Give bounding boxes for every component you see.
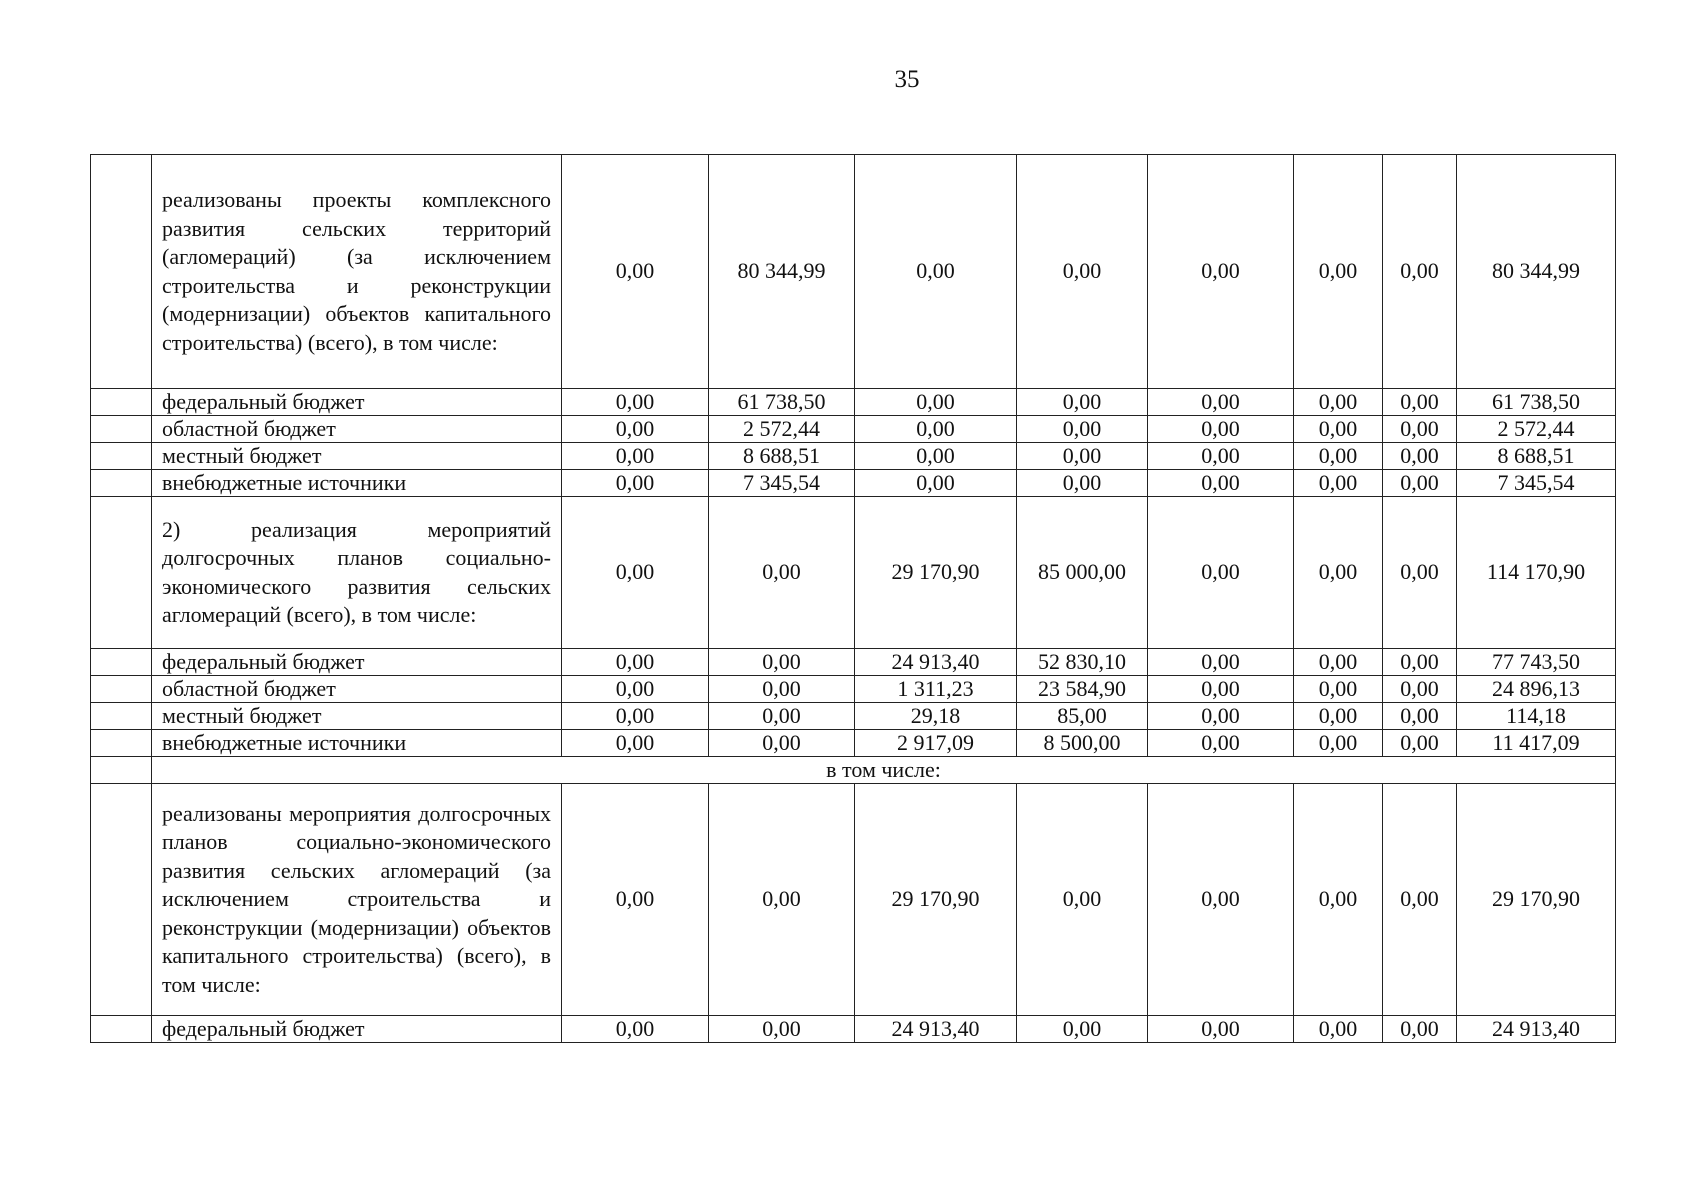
value-cell: 0,00 [1383, 497, 1457, 649]
row-number-cell [91, 649, 152, 676]
value-cell: 0,00 [562, 416, 709, 443]
value-cell: 0,00 [1148, 470, 1294, 497]
value-cell: 0,00 [1383, 730, 1457, 757]
total-value-cell: 2 572,44 [1457, 416, 1616, 443]
value-cell: 8 500,00 [1017, 730, 1148, 757]
row-description: местный бюджет [152, 703, 562, 730]
value-cell: 0,00 [1294, 416, 1383, 443]
value-cell: 24 913,40 [855, 1016, 1017, 1043]
value-cell: 0,00 [562, 784, 709, 1016]
value-cell: 0,00 [1383, 784, 1457, 1016]
value-cell: 0,00 [1294, 443, 1383, 470]
row-number-cell [91, 784, 152, 1016]
table-body [91, 155, 1616, 1043]
value-cell: 24 913,40 [855, 649, 1017, 676]
value-cell: 0,00 [1294, 649, 1383, 676]
total-value-cell: 24 913,40 [1457, 1016, 1616, 1043]
value-cell: 0,00 [1383, 676, 1457, 703]
value-cell: 0,00 [562, 155, 709, 389]
total-value-cell: 8 688,51 [1457, 443, 1616, 470]
value-cell: 0,00 [1148, 676, 1294, 703]
value-cell: 52 830,10 [1017, 649, 1148, 676]
value-cell: 0,00 [562, 443, 709, 470]
row-description: федеральный бюджет [152, 1016, 562, 1043]
value-cell: 0,00 [1383, 416, 1457, 443]
value-cell: 0,00 [1294, 389, 1383, 416]
value-cell: 0,00 [709, 730, 855, 757]
value-cell: 0,00 [562, 676, 709, 703]
value-cell: 0,00 [562, 730, 709, 757]
row-number-cell [91, 443, 152, 470]
value-cell: 0,00 [1017, 155, 1148, 389]
value-cell: 85 000,00 [1017, 497, 1148, 649]
row-description: федеральный бюджет [152, 649, 562, 676]
value-cell: 0,00 [1294, 703, 1383, 730]
value-cell: 0,00 [1383, 389, 1457, 416]
value-cell: 0,00 [1148, 389, 1294, 416]
value-cell: 0,00 [1148, 703, 1294, 730]
row-description: реализованы мероприятия долгосрочных планов социально-экономического развития сельских агломераций (за исключением строительства и реконструкции (модернизации) объектов капитального строительства) (всего), в том числе: [152, 784, 562, 1016]
row-number-cell [91, 757, 152, 784]
total-value-cell: 29 170,90 [1457, 784, 1616, 1016]
row-number-cell [91, 676, 152, 703]
row-number-cell [91, 470, 152, 497]
value-cell: 0,00 [1294, 730, 1383, 757]
value-cell: 23 584,90 [1017, 676, 1148, 703]
value-cell: 0,00 [562, 470, 709, 497]
value-cell: 0,00 [1148, 1016, 1294, 1043]
table-row [91, 497, 1616, 649]
value-cell: 0,00 [709, 784, 855, 1016]
value-cell: 0,00 [1017, 784, 1148, 1016]
value-cell: 0,00 [1017, 470, 1148, 497]
row-description: 2) реализация мероприятий долгосрочных планов социально-экономического развития сельских агломераций (всего), в том числе: [152, 497, 562, 649]
value-cell: 8 688,51 [709, 443, 855, 470]
total-value-cell: 7 345,54 [1457, 470, 1616, 497]
page-number: 35 [894, 66, 920, 93]
total-value-cell: 80 344,99 [1457, 155, 1616, 389]
row-number-cell [91, 155, 152, 389]
value-cell: 2 572,44 [709, 416, 855, 443]
value-cell: 0,00 [1383, 470, 1457, 497]
value-cell: 0,00 [1017, 416, 1148, 443]
value-cell: 61 738,50 [709, 389, 855, 416]
value-cell: 0,00 [855, 470, 1017, 497]
value-cell: 0,00 [709, 649, 855, 676]
table-row [91, 416, 1616, 443]
row-number-cell [91, 730, 152, 757]
value-cell: 0,00 [1294, 155, 1383, 389]
table-row [91, 389, 1616, 416]
value-cell: 0,00 [1383, 155, 1457, 389]
value-cell: 0,00 [1383, 703, 1457, 730]
value-cell: 0,00 [1017, 389, 1148, 416]
table-row [91, 703, 1616, 730]
value-cell: 0,00 [1383, 649, 1457, 676]
total-value-cell: 11 417,09 [1457, 730, 1616, 757]
value-cell: 0,00 [1294, 1016, 1383, 1043]
value-cell: 0,00 [709, 497, 855, 649]
table-row [91, 470, 1616, 497]
value-cell: 0,00 [562, 703, 709, 730]
value-cell: 80 344,99 [709, 155, 855, 389]
budget-table [90, 154, 1616, 1043]
table-row [91, 155, 1616, 389]
table-row [91, 784, 1616, 1016]
value-cell: 0,00 [1294, 470, 1383, 497]
total-value-cell: 61 738,50 [1457, 389, 1616, 416]
value-cell: 0,00 [562, 649, 709, 676]
value-cell: 0,00 [1294, 497, 1383, 649]
value-cell: 0,00 [1383, 443, 1457, 470]
row-description: федеральный бюджет [152, 389, 562, 416]
value-cell: 0,00 [1148, 443, 1294, 470]
row-description: областной бюджет [152, 676, 562, 703]
table-row [91, 676, 1616, 703]
row-number-cell [91, 389, 152, 416]
row-description: областной бюджет [152, 416, 562, 443]
value-cell: 0,00 [709, 703, 855, 730]
table-row [91, 443, 1616, 470]
value-cell: 29 170,90 [855, 497, 1017, 649]
row-description: местный бюджет [152, 443, 562, 470]
row-number-cell [91, 1016, 152, 1043]
value-cell: 0,00 [562, 497, 709, 649]
total-value-cell: 114,18 [1457, 703, 1616, 730]
row-number-cell [91, 497, 152, 649]
table-row [91, 649, 1616, 676]
row-description: реализованы проекты комплексного развития сельских территорий (агломераций) (за исключением строительства и реконструкции (модернизации) объектов капитального строительства) (всего), в том числе: [152, 155, 562, 389]
value-cell: 85,00 [1017, 703, 1148, 730]
table-row [91, 730, 1616, 757]
value-cell: 0,00 [562, 389, 709, 416]
value-cell: 0,00 [855, 416, 1017, 443]
value-cell: 0,00 [1294, 784, 1383, 1016]
table-row [91, 1016, 1616, 1043]
value-cell: 7 345,54 [709, 470, 855, 497]
value-cell: 1 311,23 [855, 676, 1017, 703]
value-cell: 0,00 [709, 676, 855, 703]
row-number-cell [91, 416, 152, 443]
row-description: внебюджетные источники [152, 470, 562, 497]
value-cell: 0,00 [1148, 155, 1294, 389]
value-cell: 0,00 [1148, 497, 1294, 649]
value-cell: 29,18 [855, 703, 1017, 730]
value-cell: 2 917,09 [855, 730, 1017, 757]
value-cell: 0,00 [855, 155, 1017, 389]
row-number-cell [91, 703, 152, 730]
value-cell: 0,00 [855, 389, 1017, 416]
total-value-cell: 24 896,13 [1457, 676, 1616, 703]
value-cell: 0,00 [1148, 730, 1294, 757]
total-value-cell: 77 743,50 [1457, 649, 1616, 676]
value-cell: 0,00 [1148, 416, 1294, 443]
table-row [91, 757, 1616, 784]
value-cell: 0,00 [1017, 443, 1148, 470]
value-cell: 29 170,90 [855, 784, 1017, 1016]
value-cell: 0,00 [1383, 1016, 1457, 1043]
value-cell: 0,00 [1294, 676, 1383, 703]
row-description: внебюджетные источники [152, 730, 562, 757]
value-cell: 0,00 [1017, 1016, 1148, 1043]
section-label: в том числе: [152, 757, 1616, 784]
value-cell: 0,00 [709, 1016, 855, 1043]
value-cell: 0,00 [1148, 784, 1294, 1016]
total-value-cell: 114 170,90 [1457, 497, 1616, 649]
value-cell: 0,00 [562, 1016, 709, 1043]
value-cell: 0,00 [855, 443, 1017, 470]
value-cell: 0,00 [1148, 649, 1294, 676]
